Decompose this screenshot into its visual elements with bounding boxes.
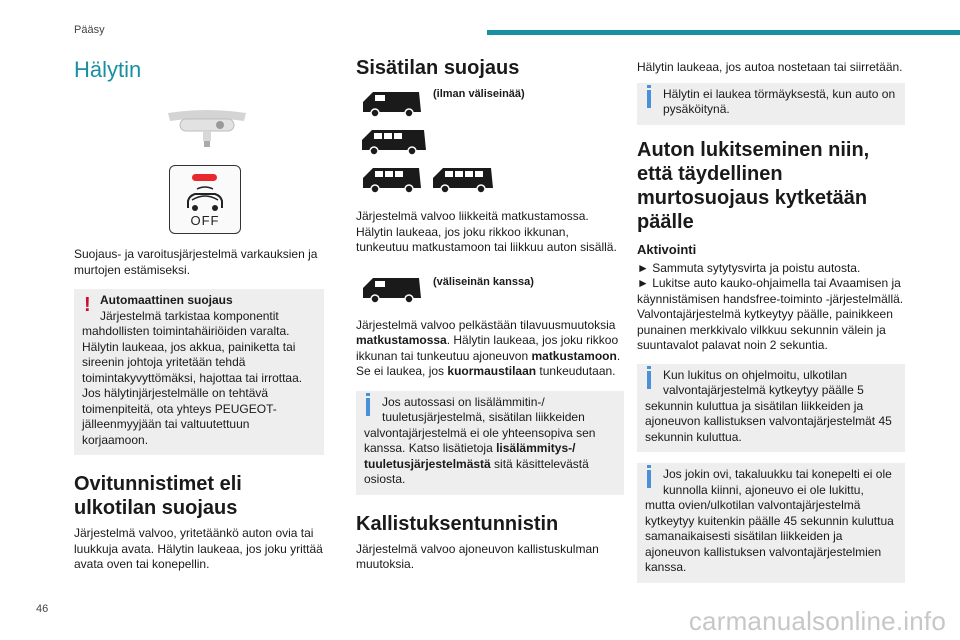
- t2c: . Hälytin laukeaa, jos joku rikkoo ikkunan tai tunkeutuu ajoneuvon: [356, 333, 619, 363]
- note-bold: lisälämmitys-/ tuuletusjärjestelmästä: [364, 441, 576, 471]
- interior-text-2: [356, 318, 624, 380]
- section-label: Pääsy: [74, 24, 105, 36]
- info-icon: [366, 398, 370, 416]
- t2d: matkustamoon: [531, 348, 617, 363]
- column-alarm: [74, 56, 324, 573]
- van-variant-row-1: [356, 86, 624, 126]
- van-icon: [361, 88, 423, 120]
- t2a: Järjestelmä valvoo pelkästään tilavuusmuutoksia: [356, 317, 616, 332]
- door-sensors-text: Järjestelmä valvoo, yritetäänkö auton ovia tai luukkuja avata. Hälytin laukeaa, jos joku yrittää avata oven tai konepellin.: [74, 526, 323, 571]
- info-box-delay: [637, 364, 905, 453]
- van-variant-row-3: [356, 272, 624, 312]
- van-long-icon: [360, 126, 428, 158]
- tilt-text: Järjestelmä valvoo ajoneuvon kallistuskulman muutoksia.: [356, 541, 599, 571]
- label-without-partition: (ilman väliseinää): [433, 88, 525, 100]
- info-box-open-door: [637, 463, 905, 583]
- t2e: . Se ei laukea, jos: [356, 348, 621, 378]
- collision-note: Hälytin ei laukea törmäyksestä, kun auto on pysäköitynä.: [663, 86, 896, 116]
- note-rest: valvontajärjestelmä ei ole yhteensopiva sen kanssa. Katso lisätietoja: [364, 425, 596, 455]
- subsection-activation: Aktivointi: [637, 241, 697, 257]
- interior-text-1: Järjestelmä valvoo liikkeitä matkustamossa. Hälytin laukeaa, jos joku rikkoo ikkunan, tunkeutuu matkustamoon tai liikkuu auton sisällä.: [356, 209, 617, 254]
- page-number: 46: [36, 603, 49, 615]
- page-title: Hälytin: [74, 57, 142, 82]
- note-line-2: tuuletusjärjestelmä, sisätilan liikkeiden: [382, 410, 585, 424]
- info-box-collision: [637, 83, 905, 125]
- section-title-interior: Sisätilan suojaus: [356, 57, 520, 79]
- warning-box: [74, 289, 324, 455]
- section-title-tilt: Kallistuksentunnistin: [356, 512, 559, 535]
- step-1: ► Sammuta sytytysvirta ja poistu autosta.: [637, 260, 861, 275]
- t2f: kuormaustilaan: [447, 364, 537, 378]
- warning-title: Automaattinen suojaus: [100, 293, 233, 307]
- warning-text: mahdollisten toimintahäiriöiden varalta. Hälytin laukeaa, jos akkua, painiketta tai sireenin johtoja yritetään tehdä toimintakyvyttömäksi, hajottaa tai irrottaa. Jos hälytinjärjestelmälle on tehtävä toimenpiteitä, ota yhteys PEUGEOT-jälleenmyyjään tai valtuutettuun korjaamoon.: [82, 324, 303, 447]
- door-note-rest: mutta ovien/ulkotilan valvontajärjestelmä kytkeytyy kuitenkin päälle 45 sekunnin kuluttua samanaikaisesti sisätilan liikkeiden ja ajoneuvon kallistuksen valvontajärjestelmien kanssa.: [645, 498, 894, 574]
- info-icon: [647, 470, 651, 488]
- van-partition-icon: [361, 274, 423, 306]
- column-interior: [356, 56, 624, 573]
- t2b: matkustamossa: [356, 333, 447, 347]
- delay-note-first: Kun lukitus on ohjelmoitu, ulkotilan valvontajärjestelmä kytkeytyy päälle 5: [663, 367, 864, 397]
- alarm-intro: Suojaus- ja varoitusjärjestelmä varkauksien ja murtojen estämiseksi.: [74, 247, 318, 277]
- minibus-long-icon: [431, 164, 495, 196]
- car-sensor-icon: [182, 186, 228, 212]
- red-indicator-led: [192, 174, 217, 181]
- label-with-partition: (väliseinän kanssa): [433, 275, 534, 288]
- section-title-door-sensors: Ovitunnistimet eli ulkotilan suojaus: [74, 473, 242, 519]
- watermark: carmanualsonline.info: [688, 606, 946, 636]
- off-label: OFF: [190, 213, 220, 228]
- warning-icon: !: [84, 294, 91, 316]
- lift-text: Hälytin laukeaa, jos autoa nostetaan tai siirretään.: [637, 60, 903, 74]
- van-variant-row-2: [356, 162, 624, 198]
- alarm-off-button: [169, 165, 241, 234]
- note-line-1: Jos autossasi on lisälämmitin-/: [382, 394, 545, 409]
- column-locking: [637, 60, 905, 583]
- delay-note-rest: sekunnin kuluttua ja sisätilan liikkeiden ja ajoneuvon kallistuksen valvontajärjestelmät 45 sekunnin kuluttua.: [645, 398, 892, 444]
- activation-text: Valvontajärjestelmä kytkeytyy päälle, painikkeen punainen merkkivalo vilkkuu sekunnin välein ja suuntavalot palavat noin 2 sekuntia.: [637, 307, 893, 352]
- minibus-icon: [361, 164, 423, 196]
- info-icon: [647, 90, 651, 108]
- step-2: ► Lukitse auto kauko-ohjaimella tai Avaamisen ja käynnistämisen handsfree-toiminto -järjestelmällä.: [637, 276, 904, 306]
- section-title-locking: Auton lukitseminen niin, että täydellinen murtosuojaus kytketään päälle: [637, 138, 870, 233]
- info-icon: [647, 371, 651, 389]
- t2g: tunkeudutaan.: [536, 364, 616, 378]
- section-bar: [487, 30, 960, 35]
- interior-mirror-sensor-icon: [166, 109, 248, 153]
- door-note-first: Jos jokin ovi, takaluukku tai konepelti ei ole kunnolla kiinni, ajoneuvo ei ole lukittu,: [663, 467, 892, 497]
- note-end: sitä käsittelevästä osiosta.: [364, 456, 589, 486]
- info-box-heater: [356, 391, 624, 495]
- warning-line1: Järjestelmä tarkistaa komponentit: [100, 308, 279, 323]
